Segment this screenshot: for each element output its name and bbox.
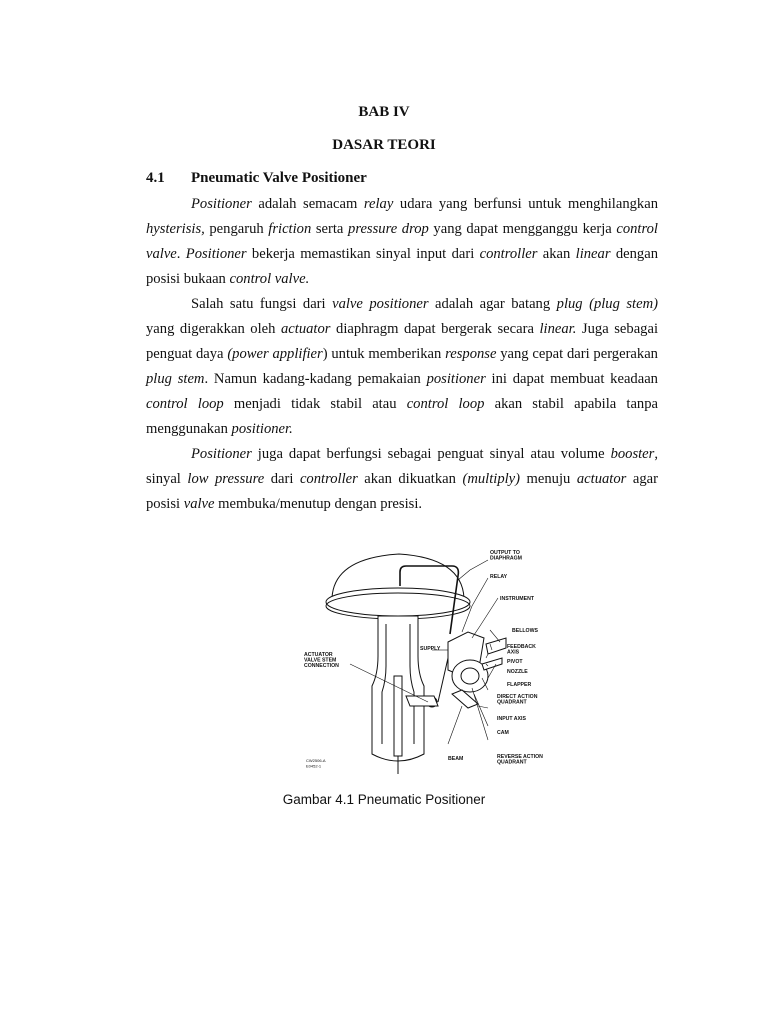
italic-term: relay — [363, 196, 394, 212]
italic-term: control valve. — [229, 271, 310, 287]
text-run: . Namun kadang-kadang pemakaian — [204, 371, 427, 387]
italic-term: control valve — [146, 221, 658, 262]
text-run: adalah semacam — [251, 196, 364, 212]
text-run: menjadi tidak stabil atau — [223, 396, 407, 412]
text-run: ) untuk memberikan — [322, 346, 446, 362]
italic-term: plug (plug stem) — [556, 296, 658, 312]
italic-term: response — [445, 346, 497, 362]
italic-term: hysterisis, — [146, 221, 205, 237]
italic-term: plug stem — [146, 371, 205, 387]
label-flapper: FLAPPER — [507, 682, 532, 688]
section-title: Pneumatic Valve Positioner — [191, 170, 367, 186]
italic-term: Positioner — [185, 246, 247, 262]
text-run: yang cepat dari pergerakan — [496, 346, 658, 362]
flapper — [482, 658, 502, 670]
label-pivot: PIVOT — [507, 659, 523, 665]
italic-term: controller — [299, 471, 358, 487]
text-run: Juga sebagai penguat daya — [146, 321, 658, 362]
italic-term: pressure drop — [348, 221, 429, 237]
text-run: dari — [264, 471, 300, 487]
italic-term: controller — [479, 246, 538, 262]
text-run: agar posisi — [146, 471, 658, 512]
italic-term: Positioner — [191, 196, 252, 212]
text-run: yang dapat mengganggu kerja — [428, 221, 617, 237]
text-run: akan — [537, 246, 576, 262]
label-actuator-valve-stem-connection: ACTUATOR VALVE STEM CONNECTION — [304, 652, 339, 670]
text-run: membuka/menutup dengan presisi. — [214, 496, 423, 512]
italic-term: linear — [575, 246, 611, 262]
italic-term: friction — [268, 221, 312, 237]
stem-connection-arm — [406, 696, 438, 706]
text-run: akan dikuatkan — [357, 471, 463, 487]
text-run: bekerja memastikan sinyal input dari — [246, 246, 480, 262]
label-beam: BEAM — [448, 756, 464, 762]
chapter-number: BAB IV — [358, 104, 410, 120]
italic-term: linear. — [539, 321, 577, 337]
valve-stem — [394, 676, 402, 756]
figure-code: CW2506-A E0452-1 — [306, 758, 326, 769]
section-number: 4.1 — [146, 170, 165, 186]
text-run: , sinyal — [146, 446, 658, 487]
paragraph-3 — [146, 442, 658, 517]
italic-term: valve positioner — [332, 296, 429, 312]
label-direct-action-quadrant: DIRECT ACTION QUADRANT — [497, 694, 538, 706]
text-run: Salah satu fungsi dari — [191, 296, 333, 312]
label-bellows: BELLOWS — [512, 628, 538, 634]
italic-term: control loop — [406, 396, 485, 412]
text-run: diaphragm dapat bergerak secara — [330, 321, 540, 337]
text-run: dengan posisi bukaan — [146, 246, 658, 287]
label-instrument: INSTRUMENT — [500, 596, 535, 602]
pneumatic-positioner-figure — [302, 546, 543, 776]
italic-term: valve — [183, 496, 215, 512]
italic-term: positioner — [426, 371, 486, 387]
label-input-axis: INPUT AXIS — [497, 716, 526, 722]
label-nozzle: NOZZLE — [507, 669, 528, 675]
text-run: serta — [311, 221, 349, 237]
italic-term: (power applifier — [227, 346, 323, 362]
label-reverse-action-quadrant: REVERSE ACTION QUADRANT — [497, 754, 543, 766]
body-text — [146, 192, 658, 517]
italic-term: actuator — [281, 321, 331, 337]
italic-term: control loop — [146, 396, 224, 412]
label-supply: SUPPLY — [420, 646, 441, 652]
label-cam: CAM — [497, 730, 509, 736]
beam — [452, 690, 478, 708]
italic-term: (multiply) — [462, 471, 521, 487]
text-run: yang digerakkan oleh — [146, 321, 281, 337]
italic-term: positioner. — [231, 421, 293, 437]
text-run: adalah agar batang — [428, 296, 557, 312]
italic-term: low pressure — [187, 471, 265, 487]
italic-term: booster — [610, 446, 655, 462]
label-output-to-diaphragm: OUTPUT TO DIAPHRAGM — [490, 550, 522, 562]
paragraph-2 — [146, 292, 658, 442]
chapter-title: DASAR TEORI — [332, 137, 436, 153]
section-heading — [146, 170, 367, 187]
text-run: ini dapat membuat keadaan — [485, 371, 658, 387]
text-run: menuju — [520, 471, 577, 487]
figure-caption: Gambar 4.1 Pneumatic Positioner — [282, 792, 486, 807]
text-run: pengaruh — [204, 221, 269, 237]
italic-term: Positioner — [191, 446, 252, 462]
text-run: . — [176, 246, 186, 262]
paragraph-1 — [146, 192, 658, 292]
label-relay: RELAY — [490, 574, 508, 580]
text-run: juga dapat berfungsi sebagai penguat sinyal atau volume — [251, 446, 611, 462]
diaphragm-flange — [326, 588, 470, 616]
bellows — [486, 638, 506, 654]
italic-term: actuator — [576, 471, 627, 487]
positioner-diagram — [302, 546, 543, 776]
text-run: udara yang berfunsi untuk menghilangkan — [393, 196, 658, 212]
text-run: akan stabil apabila tanpa menggunakan — [146, 396, 658, 437]
label-feedback-axis: FEEDBACK AXIS — [507, 644, 536, 656]
